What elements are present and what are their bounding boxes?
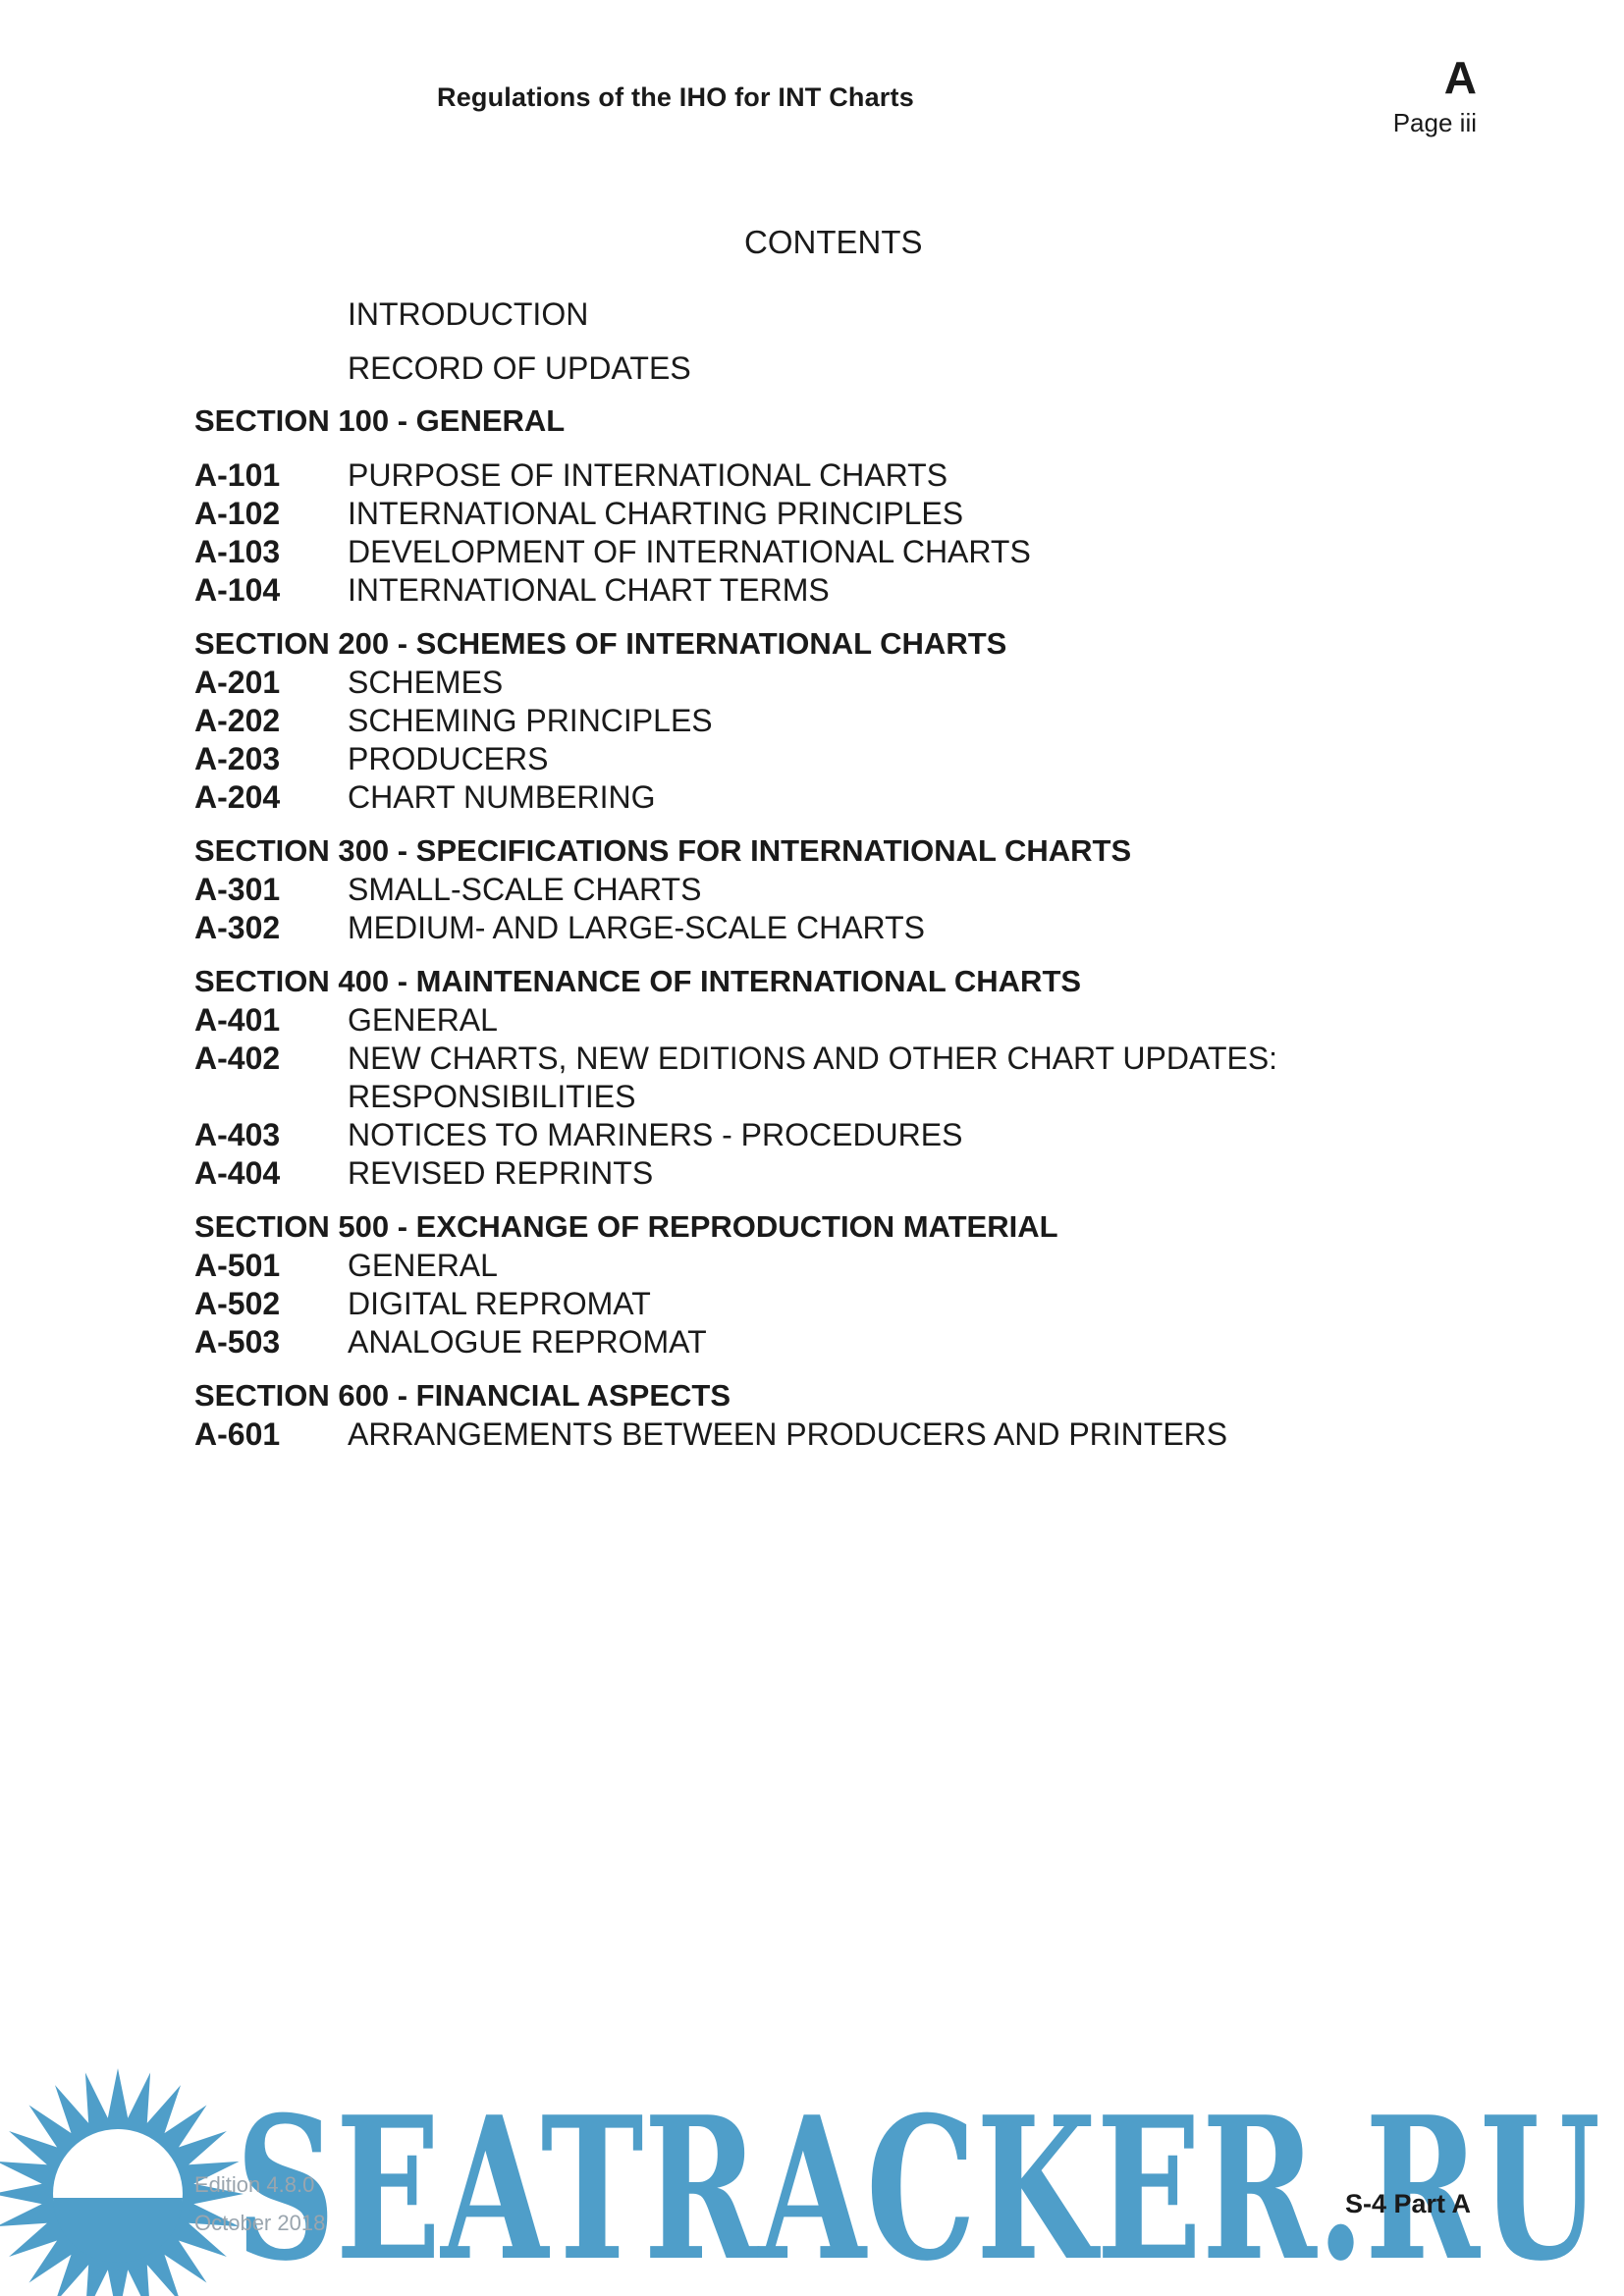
toc-title: INTERNATIONAL CHART TERMS xyxy=(348,572,830,608)
toc-entry xyxy=(194,1247,498,1284)
toc-code: A-101 xyxy=(194,457,281,493)
section-heading-200: SECTION 200 - SCHEMES OF INTERNATIONAL CHARTS xyxy=(194,626,1007,661)
toc-code: A-201 xyxy=(194,665,281,700)
toc-title: PURPOSE OF INTERNATIONAL CHARTS xyxy=(348,457,948,493)
toc-code: A-104 xyxy=(194,572,281,608)
toc-entry xyxy=(194,1040,1277,1077)
toc-code: A-401 xyxy=(194,1002,281,1038)
footer-part: S-4 Part A xyxy=(1344,2189,1471,2218)
toc-entry xyxy=(194,1001,498,1039)
part-letter: A xyxy=(1443,52,1477,103)
toc-code: A-404 xyxy=(194,1155,281,1191)
page-number: Page iii xyxy=(1392,108,1477,137)
toc-record-of-updates: RECORD OF UPDATES xyxy=(348,350,691,386)
toc-title: DEVELOPMENT OF INTERNATIONAL CHARTS xyxy=(348,534,1031,569)
toc-entry xyxy=(194,702,713,739)
toc-title: MEDIUM- AND LARGE-SCALE CHARTS xyxy=(348,910,925,945)
toc-title: GENERAL xyxy=(348,1248,498,1283)
toc-title: GENERAL xyxy=(348,1002,498,1038)
toc-entry xyxy=(194,533,1031,570)
toc-title: ARRANGEMENTS BETWEEN PRODUCERS AND PRINTERS xyxy=(348,1416,1228,1452)
section-heading-300: SECTION 300 - SPECIFICATIONS FOR INTERNATIONAL CHARTS xyxy=(194,833,1132,868)
toc-title-continuation: RESPONSIBILITIES xyxy=(348,1079,636,1114)
toc-title: ANALOGUE REPROMAT xyxy=(348,1324,707,1360)
section-heading-600: SECTION 600 - FINANCIAL ASPECTS xyxy=(194,1378,731,1413)
toc-code: A-503 xyxy=(194,1324,281,1360)
toc-entry xyxy=(194,1323,707,1361)
toc-entry xyxy=(194,571,830,609)
toc-title: REVISED REPRINTS xyxy=(348,1155,654,1191)
toc-title: CHART NUMBERING xyxy=(348,779,656,815)
section-heading-100: SECTION 100 - GENERAL xyxy=(194,403,566,438)
toc-code: A-102 xyxy=(194,496,281,531)
toc-entry xyxy=(194,778,656,816)
contents-heading: CONTENTS xyxy=(744,224,923,260)
toc-code: A-204 xyxy=(194,779,281,815)
toc-entry xyxy=(194,1116,962,1153)
toc-title: PRODUCERS xyxy=(348,741,549,776)
toc-entry xyxy=(194,495,963,532)
toc-entry xyxy=(194,1154,653,1192)
toc-code: A-302 xyxy=(194,910,281,945)
toc-entry xyxy=(194,1415,1227,1453)
toc-title: DIGITAL REPROMAT xyxy=(348,1286,651,1321)
toc-code: A-501 xyxy=(194,1248,281,1283)
toc-code: A-403 xyxy=(194,1117,281,1152)
toc-code: A-103 xyxy=(194,534,281,569)
toc-code: A-203 xyxy=(194,741,281,776)
toc-entry xyxy=(194,1285,651,1322)
footer-date: October 2018 xyxy=(194,2211,326,2235)
toc-title: SMALL-SCALE CHARTS xyxy=(348,872,702,907)
toc-code: A-202 xyxy=(194,703,281,738)
toc-title: NEW CHARTS, NEW EDITIONS AND OTHER CHART UPDATES: xyxy=(348,1041,1278,1076)
toc-entry xyxy=(194,740,548,777)
toc-code: A-502 xyxy=(194,1286,281,1321)
toc-code: A-301 xyxy=(194,872,281,907)
document-title: Regulations of the IHO for INT Charts xyxy=(437,82,914,112)
toc-title: SCHEMES xyxy=(348,665,504,700)
section-heading-500: SECTION 500 - EXCHANGE OF REPRODUCTION MATERIAL xyxy=(194,1209,1058,1244)
toc-title: SCHEMING PRINCIPLES xyxy=(348,703,713,738)
toc-title: NOTICES TO MARINERS - PROCEDURES xyxy=(348,1117,963,1152)
footer-edition: Edition 4.8.0 xyxy=(194,2172,315,2197)
toc-introduction: INTRODUCTION xyxy=(348,296,589,332)
toc-entry xyxy=(194,871,701,908)
section-heading-400: SECTION 400 - MAINTENANCE OF INTERNATIONAL CHARTS xyxy=(194,964,1082,998)
toc-title: INTERNATIONAL CHARTING PRINCIPLES xyxy=(348,496,964,531)
toc-code: A-402 xyxy=(194,1041,281,1076)
toc-code: A-601 xyxy=(194,1416,281,1452)
toc-entry xyxy=(194,909,925,946)
watermark-text: SEATRACKER.RU xyxy=(236,2074,1600,2296)
toc-entry xyxy=(194,456,947,494)
toc-entry xyxy=(194,664,503,701)
